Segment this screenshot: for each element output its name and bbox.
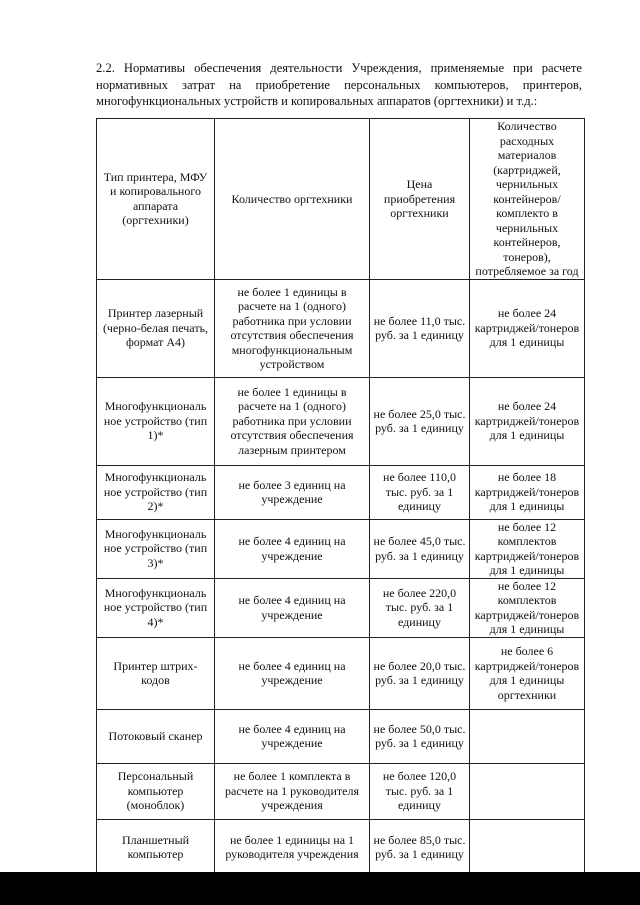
header-cell: Тип принтера, МФУ и копировального аппарата (оргтехники) (97, 119, 215, 280)
table-cell: не более 24 картриджей/тонеров для 1 единицы (470, 279, 585, 377)
table-cell: не более 12 комплектов картриджей/тонеров для 1 единицы (470, 578, 585, 637)
header-cell: Количество оргтехники (215, 119, 370, 280)
table-cell: Принтер лазерный (черно-белая печать, формат А4) (97, 279, 215, 377)
table-cell: не более 120,0 тыс. руб. за 1 единицу (370, 763, 470, 819)
table-row (97, 279, 585, 377)
table-cell: не более 4 единиц на учреждение (215, 709, 370, 763)
table-cell: Потоковый сканер (97, 709, 215, 763)
table-cell: не более 4 единиц на учреждение (215, 637, 370, 709)
table-cell (470, 819, 585, 875)
table-row (97, 637, 585, 709)
header-cell: Количество расходных материалов (картриджей, чернильных контейнеров/комплекто в чернильных контейнеров, тонеров), потребляемое за год (470, 119, 585, 280)
table-row (97, 709, 585, 763)
table-cell: не более 12 комплектов картриджей/тонеров для 1 единицы (470, 519, 585, 578)
table-cell: Персональный компьютер (моноблок) (97, 763, 215, 819)
table-cell: Многофункциональ ное устройство (тип 1)* (97, 377, 215, 465)
table-cell: не более 25,0 тыс. руб. за 1 единицу (370, 377, 470, 465)
table-row (97, 578, 585, 637)
scan-bottom-edge (0, 872, 640, 905)
table-cell: не более 1 единицы в расчете на 1 (одного) работника при условии отсутствия обеспечения многофункциональным устройством (215, 279, 370, 377)
table-cell: Планшетный компьютер (97, 819, 215, 875)
table-cell: не более 3 единиц на учреждение (215, 465, 370, 519)
table-row (97, 519, 585, 578)
table-cell: Многофункциональ ное устройство (тип 2)* (97, 465, 215, 519)
table-cell: не более 20,0 тыс. руб. за 1 единицу (370, 637, 470, 709)
section-intro-paragraph: 2.2. Нормативы обеспечения деятельности Учреждения, применяемые при расчете нормативных затрат на приобретение персональных компьютеров, принтеров, многофункциональных устройств и копировальных аппаратов (оргтехники) и т.д.: (96, 61, 582, 108)
table-cell: Многофункциональ ное устройство (тип 4)* (97, 578, 215, 637)
table-cell: не более 45,0 тыс. руб. за 1 единицу (370, 519, 470, 578)
table-cell (470, 763, 585, 819)
table-row (97, 763, 585, 819)
table-cell: не более 1 единицы на 1 руководителя учреждения (215, 819, 370, 875)
table-row (97, 377, 585, 465)
table-cell: не более 85,0 тыс. руб. за 1 единицу (370, 819, 470, 875)
table-row (97, 819, 585, 875)
table-cell: не более 4 единиц на учреждение (215, 519, 370, 578)
table-cell: не более 50,0 тыс. руб. за 1 единицу (370, 709, 470, 763)
table-cell: не более 1 единицы в расчете на 1 (одного) работника при условии отсутствия обеспечения лазерным принтером (215, 377, 370, 465)
table-cell: Принтер штрих-кодов (97, 637, 215, 709)
table-cell: не более 220,0 тыс. руб. за 1 единицу (370, 578, 470, 637)
table-cell: не более 11,0 тыс. руб. за 1 единицу (370, 279, 470, 377)
table-cell: не более 1 комплекта в расчете на 1 руководителя учреждения (215, 763, 370, 819)
table-cell: не более 4 единиц на учреждение (215, 578, 370, 637)
table-cell: не более 110,0 тыс. руб. за 1 единицу (370, 465, 470, 519)
table-cell: не более 24 картриджей/тонеров для 1 единицы (470, 377, 585, 465)
table-row (97, 465, 585, 519)
table-cell (470, 709, 585, 763)
table-cell: не более 18 картриджей/тонеров для 1 единицы (470, 465, 585, 519)
table-cell: Многофункциональ ное устройство (тип 3)* (97, 519, 215, 578)
table-header-row (97, 119, 585, 280)
equipment-norms-table (96, 118, 585, 876)
table-cell: не более 6 картриджей/тонеров для 1 единицы оргтехники (470, 637, 585, 709)
header-cell: Цена приобретения оргтехники (370, 119, 470, 280)
